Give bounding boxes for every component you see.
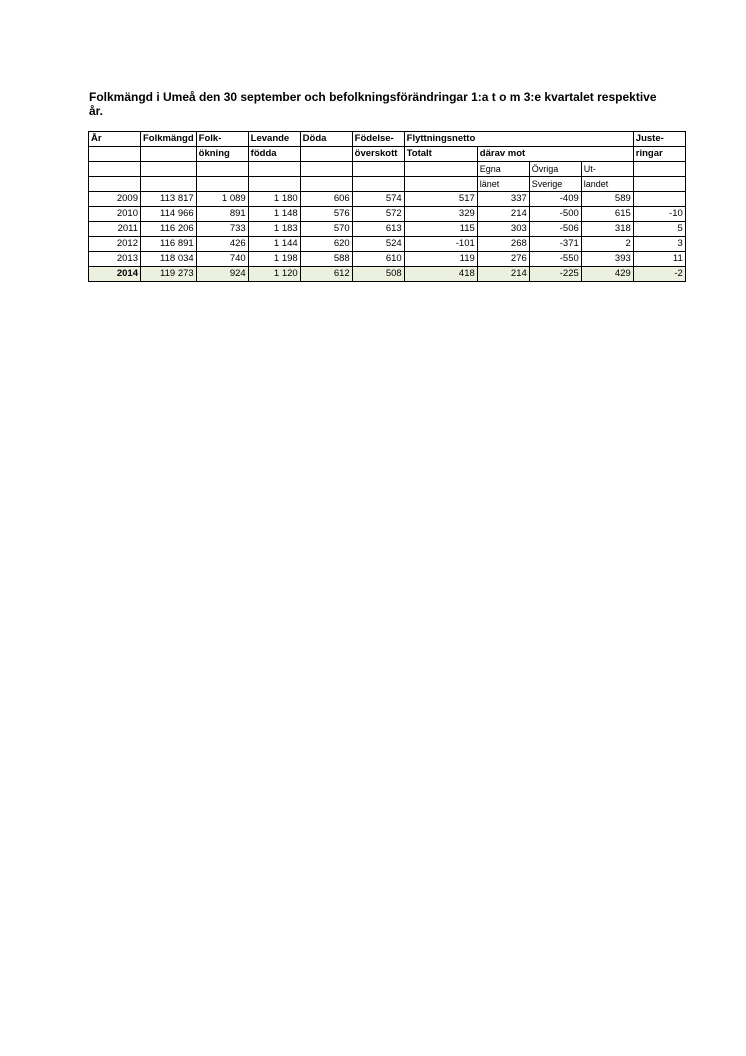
cell-sweden: -500 [529, 207, 581, 222]
cell-county: 268 [477, 237, 529, 252]
table-row [89, 192, 686, 207]
header-adjust-2: ringar [633, 147, 685, 162]
header-empty [477, 132, 529, 147]
cell-deaths: 570 [300, 222, 352, 237]
cell-year: 2013 [89, 252, 141, 267]
header-empty [141, 177, 197, 192]
header-empty [529, 132, 581, 147]
cell-adjust: -10 [633, 207, 685, 222]
cell-births: 1 183 [248, 222, 300, 237]
header-empty [404, 162, 477, 177]
header-row-2 [89, 147, 686, 162]
cell-births: 1 120 [248, 267, 300, 282]
cell-total: 119 [404, 252, 477, 267]
cell-deaths: 588 [300, 252, 352, 267]
table-row [89, 252, 686, 267]
header-empty [581, 132, 633, 147]
population-table [88, 131, 686, 282]
header-growth-2: ökning [196, 147, 248, 162]
cell-adjust [633, 192, 685, 207]
cell-growth: 733 [196, 222, 248, 237]
header-empty [89, 177, 141, 192]
header-abroad-2: landet [581, 177, 633, 192]
cell-year: 2012 [89, 237, 141, 252]
cell-population: 114 966 [141, 207, 197, 222]
cell-year: 2010 [89, 207, 141, 222]
cell-natural: 610 [352, 252, 404, 267]
cell-population: 116 206 [141, 222, 197, 237]
cell-natural: 508 [352, 267, 404, 282]
header-empty [196, 177, 248, 192]
table-row [89, 267, 686, 282]
cell-population: 113 817 [141, 192, 197, 207]
header-empty [248, 177, 300, 192]
cell-deaths: 612 [300, 267, 352, 282]
cell-births: 1 144 [248, 237, 300, 252]
header-empty [89, 162, 141, 177]
cell-births: 1 180 [248, 192, 300, 207]
cell-abroad: 589 [581, 192, 633, 207]
cell-sweden: -550 [529, 252, 581, 267]
header-empty [633, 162, 685, 177]
header-empty [404, 177, 477, 192]
header-row-1 [89, 132, 686, 147]
header-empty [581, 147, 633, 162]
header-natural-2: överskott [352, 147, 404, 162]
header-growth: Folk- [196, 132, 248, 147]
cell-growth: 891 [196, 207, 248, 222]
header-county-2: länet [477, 177, 529, 192]
cell-abroad: 393 [581, 252, 633, 267]
header-adjust: Juste- [633, 132, 685, 147]
header-year: År [89, 132, 141, 147]
cell-total: -101 [404, 237, 477, 252]
cell-year: 2014 [89, 267, 141, 282]
cell-growth: 740 [196, 252, 248, 267]
table-row [89, 222, 686, 237]
header-births: Levande [248, 132, 300, 147]
header-abroad: Ut- [581, 162, 633, 177]
cell-deaths: 606 [300, 192, 352, 207]
cell-adjust: 11 [633, 252, 685, 267]
cell-sweden: -371 [529, 237, 581, 252]
cell-county: 214 [477, 207, 529, 222]
cell-year: 2009 [89, 192, 141, 207]
cell-sweden: -409 [529, 192, 581, 207]
cell-births: 1 198 [248, 252, 300, 267]
cell-total: 329 [404, 207, 477, 222]
cell-natural: 524 [352, 237, 404, 252]
header-population: Folkmängd [141, 132, 197, 147]
cell-population: 118 034 [141, 252, 197, 267]
cell-total: 517 [404, 192, 477, 207]
header-empty [141, 147, 197, 162]
header-empty [141, 162, 197, 177]
table-row [89, 237, 686, 252]
cell-growth: 924 [196, 267, 248, 282]
cell-adjust: 3 [633, 237, 685, 252]
header-empty [633, 177, 685, 192]
header-sweden: Övriga [529, 162, 581, 177]
cell-growth: 1 089 [196, 192, 248, 207]
header-sweden-2: Sverige [529, 177, 581, 192]
header-row-4 [89, 177, 686, 192]
cell-county: 337 [477, 192, 529, 207]
header-empty [89, 147, 141, 162]
cell-births: 1 148 [248, 207, 300, 222]
header-births-2: födda [248, 147, 300, 162]
header-of-which: därav mot [477, 147, 529, 162]
cell-natural: 613 [352, 222, 404, 237]
cell-year: 2011 [89, 222, 141, 237]
cell-population: 119 273 [141, 267, 197, 282]
cell-abroad: 2 [581, 237, 633, 252]
cell-deaths: 576 [300, 207, 352, 222]
cell-total: 115 [404, 222, 477, 237]
cell-deaths: 620 [300, 237, 352, 252]
cell-abroad: 318 [581, 222, 633, 237]
table-row [89, 207, 686, 222]
header-deaths: Döda [300, 132, 352, 147]
header-empty [300, 162, 352, 177]
cell-natural: 574 [352, 192, 404, 207]
cell-adjust: 5 [633, 222, 685, 237]
cell-county: 303 [477, 222, 529, 237]
cell-sweden: -225 [529, 267, 581, 282]
header-total: Totalt [404, 147, 477, 162]
header-county: Egna [477, 162, 529, 177]
header-row-3 [89, 162, 686, 177]
page-title: Folkmängd i Umeå den 30 september och befolkningsförändringar 1:a t o m 3:e kvartalet respektive år. [89, 90, 657, 118]
cell-county: 276 [477, 252, 529, 267]
header-empty [352, 162, 404, 177]
header-empty [196, 162, 248, 177]
cell-total: 418 [404, 267, 477, 282]
cell-adjust: -2 [633, 267, 685, 282]
header-empty [248, 162, 300, 177]
cell-natural: 572 [352, 207, 404, 222]
header-migration: Flyttningsnetto [404, 132, 477, 147]
header-empty [352, 177, 404, 192]
header-empty [300, 147, 352, 162]
header-natural: Födelse- [352, 132, 404, 147]
cell-county: 214 [477, 267, 529, 282]
cell-abroad: 429 [581, 267, 633, 282]
cell-abroad: 615 [581, 207, 633, 222]
cell-population: 116 891 [141, 237, 197, 252]
cell-growth: 426 [196, 237, 248, 252]
cell-sweden: -506 [529, 222, 581, 237]
header-empty [529, 147, 581, 162]
header-empty [300, 177, 352, 192]
